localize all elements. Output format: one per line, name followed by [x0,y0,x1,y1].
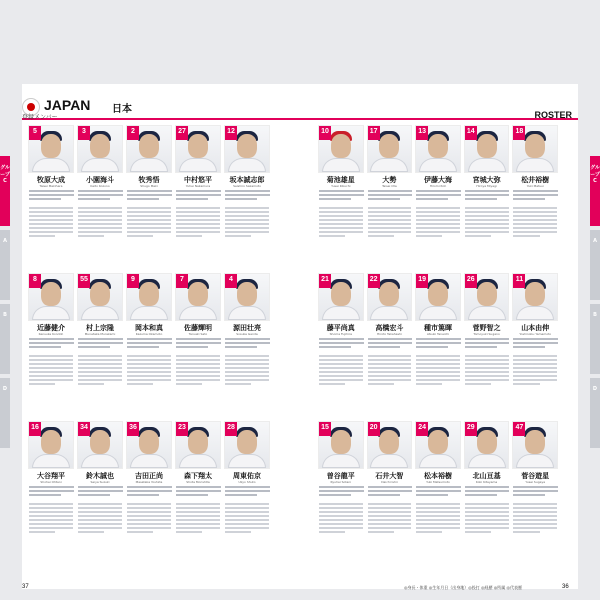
player-card [175,125,221,273]
player-card [126,125,172,273]
face-icon [90,430,110,454]
player-stats [78,336,123,350]
player-photo [28,273,74,321]
player-romaji: Seiya Suzuki [90,480,110,484]
uniform-icon [228,306,266,320]
uniform-number-badge: 29 [465,422,477,436]
player-bio [368,353,412,387]
face-icon [237,430,257,454]
player-stats [368,484,413,498]
player-bio [319,353,363,387]
face-icon [41,134,61,158]
player-stats [416,188,461,202]
uniform-icon [228,454,266,468]
player-photo [28,421,74,469]
player-stats [319,336,364,350]
player-bio [176,353,220,387]
player-photo [512,421,558,469]
player-card [175,421,221,569]
uniform-icon [130,306,168,320]
player-card [415,421,461,569]
uniform-icon [419,158,457,172]
uniform-number-badge: 55 [78,274,90,288]
player-card [512,421,558,569]
right-roster-grid [318,125,558,569]
player-romaji: Seishiro Sakamoto [233,184,261,188]
player-romaji: Hiroya Miyagi [476,184,497,188]
player-photo [512,273,558,321]
uniform-icon [81,454,119,468]
uniform-icon [468,454,506,468]
player-name: 周東佑京 [233,472,261,480]
player-stats [127,336,172,350]
player-photo [318,273,364,321]
player-name: 佐藤輝明 [184,324,212,332]
player-card [224,273,270,421]
player-stats [29,336,74,350]
player-romaji: Yuki Matsumoto [426,480,450,484]
uniform-number-badge: 17 [368,126,380,140]
player-bio [225,205,269,239]
face-icon [90,134,110,158]
player-romaji: Kensuke Kondoh [38,332,64,336]
uniform-icon [179,306,217,320]
uniform-number-badge: 7 [176,274,188,288]
player-name: 中村悠平 [184,176,212,184]
face-icon [139,282,159,306]
player-romaji: Daichi Ishii [381,480,398,484]
player-bio [29,353,73,387]
face-icon [237,134,257,158]
player-photo [126,125,172,173]
player-photo [77,421,123,469]
player-card [464,273,510,421]
uniform-icon [370,306,408,320]
player-bio [78,205,122,239]
player-romaji: Sosuke Genda [236,332,258,336]
face-icon [237,282,257,306]
player-name: 源田壮亮 [233,324,261,332]
player-card [175,273,221,421]
player-stats [225,336,270,350]
player-stats [465,188,510,202]
player-romaji: Yusei Sugaya [525,480,546,484]
player-romaji: Yusei Kikuchi [331,184,351,188]
player-romaji: Munetaka Murakami [84,332,116,336]
player-name: 岡本和真 [135,324,163,332]
player-bio [465,501,509,535]
player-card [126,421,172,569]
player-romaji: Atsuki Taneichi [426,332,450,336]
player-romaji: Shota Morishita [186,480,210,484]
uniform-icon [468,158,506,172]
player-photo [126,421,172,469]
player-photo [224,421,270,469]
player-stats [176,484,221,498]
player-name: 鈴木誠也 [86,472,114,480]
player-stats [29,188,74,202]
player-bio [225,353,269,387]
uniform-icon [322,158,360,172]
uniform-number-badge: 26 [465,274,477,288]
player-romaji: Masataka Yoshida [135,480,163,484]
player-card [126,273,172,421]
player-name: 高橋宏斗 [375,324,404,332]
player-photo [318,421,364,469]
face-icon [139,430,159,454]
player-photo [175,125,221,173]
face-icon [331,134,351,158]
tab-group-a-right[interactable]: A [590,230,600,300]
uniform-number-badge: 2 [127,126,139,140]
player-card [367,273,413,421]
left-roster-grid [28,125,270,569]
player-romaji: Taisei Makihara [39,184,63,188]
player-romaji: Hiromi Itoh [429,184,447,188]
uniform-number-badge: 8 [29,274,41,288]
player-stats [513,188,558,202]
player-bio [513,353,557,387]
player-stats [176,336,221,350]
player-name: 森下翔太 [184,472,212,480]
face-icon [428,282,448,306]
player-card [415,125,461,273]
player-card [28,125,74,273]
player-stats [225,188,270,202]
footnote: ◎身長・体重 ◎生年月日（出身地）◎投打 ◎経歴 ◎所属 ◎代表歴 [404,585,523,590]
uniform-number-badge: 23 [176,422,188,436]
player-bio [368,501,412,535]
uniform-number-badge: 24 [416,422,428,436]
player-photo [175,273,221,321]
uniform-number-badge: 47 [513,422,525,436]
face-icon [477,430,497,454]
player-romaji: Shoma Fujihira [329,332,352,336]
player-photo [415,421,461,469]
face-icon [41,430,61,454]
tab-group-b-left[interactable]: B [0,304,10,374]
player-romaji: Yuki Matsui [526,184,544,188]
tab-group-d-left[interactable]: D [0,378,10,448]
player-bio [416,205,460,239]
player-name: 種市篤暉 [423,324,452,332]
player-photo [512,125,558,173]
face-icon [379,430,399,454]
player-photo [415,273,461,321]
player-stats [319,484,364,498]
face-icon [428,134,448,158]
player-name: 菅野智之 [472,324,501,332]
tab-group-b-right[interactable]: B [590,304,600,374]
uniform-number-badge: 13 [416,126,428,140]
uniform-number-badge: 27 [176,126,188,140]
uniform-number-badge: 28 [225,422,237,436]
player-photo [175,421,221,469]
player-name: 宮城大弥 [472,176,501,184]
player-card [318,421,364,569]
player-name: 吉田正尚 [135,472,163,480]
player-bio [416,501,460,535]
face-icon [188,282,208,306]
uniform-icon [516,454,554,468]
tab-group-d-right[interactable]: D [590,378,600,448]
player-bio [465,205,509,239]
uniform-icon [81,306,119,320]
face-icon [525,430,545,454]
player-name: 大谷翔平 [37,472,65,480]
player-romaji: Hiroto Takahashi [376,332,402,336]
player-romaji: Koki Kitayama [475,480,498,484]
face-icon [525,134,545,158]
player-photo [318,125,364,173]
player-stats [319,188,364,202]
uniform-number-badge: 4 [225,274,237,288]
player-stats [78,484,123,498]
player-romaji: Shohei Ohtani [40,480,62,484]
player-card [77,125,123,273]
player-name: 牧原大成 [37,176,65,184]
player-card [224,125,270,273]
player-stats [368,336,413,350]
face-icon [331,282,351,306]
uniform-number-badge: 19 [416,274,428,288]
face-icon [331,430,351,454]
player-card [512,125,558,273]
player-card [464,421,510,569]
player-name: 曽谷龍平 [326,472,355,480]
player-stats [368,188,413,202]
player-photo [415,125,461,173]
uniform-number-badge: 5 [29,126,41,140]
player-bio [465,353,509,387]
uniform-icon [179,158,217,172]
player-bio [319,205,363,239]
uniform-number-badge: 34 [78,422,90,436]
uniform-icon [32,454,70,468]
player-card [367,125,413,273]
country-name: JAPAN [44,97,91,113]
uniform-icon [32,158,70,172]
uniform-number-badge: 36 [127,422,139,436]
members-label: 登録メンバー [22,114,58,121]
player-card [77,273,123,421]
player-name: 大勢 [382,176,397,184]
player-stats [513,484,558,498]
tab-group-c-left[interactable]: グループ C [0,156,10,226]
uniform-number-badge: 3 [78,126,90,140]
player-bio [127,353,171,387]
player-name: 近藤健介 [37,324,65,332]
player-romaji: Kaito Kozono [90,184,110,188]
tab-group-a-left[interactable]: A [0,230,10,300]
uniform-number-badge: 20 [368,422,380,436]
player-romaji: Teruaki Sato [188,332,208,336]
player-name: 松本裕樹 [423,472,452,480]
uniform-number-badge: 14 [465,126,477,140]
player-name: 藤平尚真 [326,324,355,332]
player-photo [126,273,172,321]
face-icon [41,282,61,306]
player-name: 小園海斗 [86,176,114,184]
right-page-number: 36 [562,584,569,590]
uniform-number-badge: 12 [225,126,237,140]
player-photo [367,273,413,321]
player-photo [77,273,123,321]
player-name: 北山亘基 [472,472,501,480]
player-card [318,125,364,273]
face-icon [379,134,399,158]
player-bio [225,501,269,535]
uniform-icon [130,158,168,172]
uniform-icon [370,158,408,172]
player-name: 村上宗隆 [86,324,114,332]
player-stats [513,336,558,350]
player-name: 坂本誠志郎 [229,176,265,184]
uniform-number-badge: 10 [319,126,331,140]
player-stats [29,484,74,498]
face-icon [379,282,399,306]
player-photo [464,421,510,469]
uniform-number-badge: 15 [319,422,331,436]
player-card [464,125,510,273]
player-bio [513,501,557,535]
player-stats [176,188,221,202]
player-stats [127,484,172,498]
uniform-icon [370,454,408,468]
player-romaji: Kazuma Okamoto [135,332,163,336]
player-photo [464,273,510,321]
player-card [77,421,123,569]
player-card [415,273,461,421]
player-stats [416,336,461,350]
player-stats [465,336,510,350]
player-card [367,421,413,569]
player-photo [367,421,413,469]
player-name: 伊藤大海 [423,176,452,184]
player-card [28,421,74,569]
face-icon [477,134,497,158]
player-romaji: Tomoyuki Sugano [473,332,500,336]
uniform-icon [179,454,217,468]
player-name: 山本由伸 [521,324,550,332]
uniform-number-badge: 18 [513,126,525,140]
player-card [512,273,558,421]
face-icon [90,282,110,306]
player-stats [127,188,172,202]
roster-label: ROSTER [534,110,572,120]
face-icon [428,430,448,454]
uniform-icon [228,158,266,172]
face-icon [188,430,208,454]
uniform-icon [516,306,554,320]
uniform-icon [468,306,506,320]
player-photo [224,273,270,321]
player-romaji: Ryuhei Sotani [330,480,352,484]
player-bio [29,501,73,535]
uniform-number-badge: 22 [368,274,380,288]
country-header [22,96,578,116]
uniform-icon [322,454,360,468]
uniform-icon [81,158,119,172]
face-icon [188,134,208,158]
uniform-icon [516,158,554,172]
player-bio [368,205,412,239]
uniform-icon [32,306,70,320]
face-icon [477,282,497,306]
player-photo [28,125,74,173]
player-bio [416,353,460,387]
uniform-icon [322,306,360,320]
player-bio [513,205,557,239]
player-name: 牧秀悟 [138,176,160,184]
header-divider [22,118,578,120]
player-photo [367,125,413,173]
player-name: 松井裕樹 [521,176,550,184]
player-photo [77,125,123,173]
player-photo [224,125,270,173]
player-bio [176,205,220,239]
player-stats [465,484,510,498]
uniform-number-badge: 21 [319,274,331,288]
player-romaji: Shugo Maki [140,184,158,188]
player-bio [78,353,122,387]
player-name: 菅谷遊星 [521,472,550,480]
player-bio [319,501,363,535]
player-stats [225,484,270,498]
face-icon [139,134,159,158]
uniform-number-badge: 9 [127,274,139,288]
uniform-icon [130,454,168,468]
player-bio [29,205,73,239]
player-bio [127,501,171,535]
player-bio [78,501,122,535]
player-name: 石井大智 [375,472,404,480]
player-romaji: Ukyo Shuto [238,480,256,484]
left-page-number: 37 [22,584,29,590]
player-bio [176,501,220,535]
country-name-jp: 日本 [112,104,132,115]
uniform-icon [419,454,457,468]
player-stats [416,484,461,498]
player-card [224,421,270,569]
face-icon [525,282,545,306]
uniform-number-badge: 11 [513,274,525,288]
player-bio [127,205,171,239]
player-stats [78,188,123,202]
player-romaji: Yoshinobu Yamamoto [519,332,552,336]
uniform-number-badge: 16 [29,422,41,436]
tab-group-c-right[interactable]: グループ C [590,156,600,226]
player-card [28,273,74,421]
player-card [318,273,364,421]
player-photo [464,125,510,173]
uniform-icon [419,306,457,320]
player-romaji: Taisei Ota [382,184,397,188]
player-name: 菊池雄星 [326,176,355,184]
player-romaji: Yuhei Nakamura [185,184,211,188]
